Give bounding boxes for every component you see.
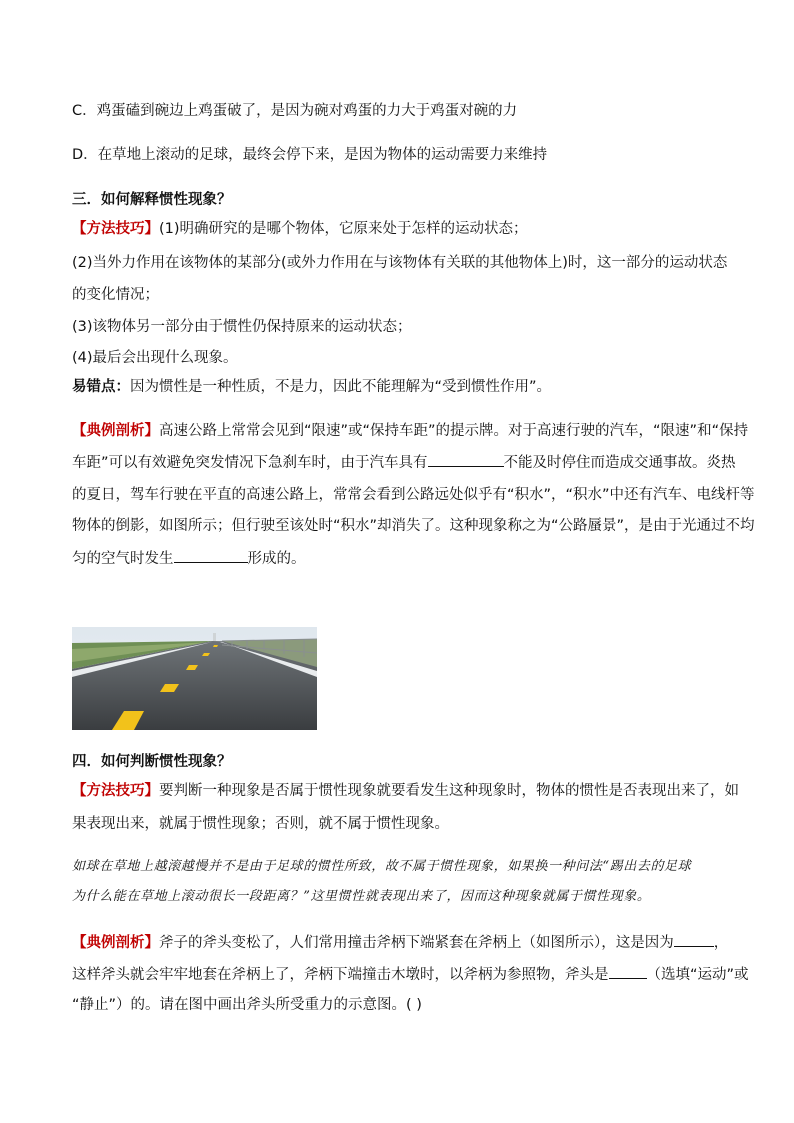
step4: (4)最后会出现什么现象。 xyxy=(72,350,238,366)
error-text: 因为惯性是一种性质，不是力，因此不能理解为“受到惯性作用”。 xyxy=(130,379,552,395)
method-tag: 【方法技巧】 xyxy=(72,220,159,237)
method-tip-2-line2: 果表现出来，就属于惯性现象；否则，就不属于惯性现象。 xyxy=(72,816,449,832)
example2-text2a: 这样斧头就会牢牢地套在斧柄上了，斧柄下端撞击木墩时，以斧柄为参照物，斧头是 xyxy=(72,967,609,983)
step3: (3)该物体另一部分由于惯性仍保持原来的运动状态； xyxy=(72,319,412,335)
step2-line2: 的变化情况； xyxy=(72,287,159,303)
example1-line2 xyxy=(72,452,736,473)
section3-heading: 三．如何解释惯性现象？ xyxy=(72,192,232,208)
example1-text5a: 匀的空气时发生 xyxy=(72,551,174,567)
example1-line4: 物体的倒影，如图所示；但行驶至该处时“积水”却消失了。这种现象称之为“公路蜃景”，是由于光通过不均 xyxy=(72,518,755,534)
highway-photo xyxy=(72,627,317,730)
answer-blank-3[interactable] xyxy=(674,932,714,947)
step1-text: (1)明确研究的是哪个物体，它原来处于怎样的运动状态； xyxy=(159,221,528,237)
option-d: D．在草地上滚动的足球，最终会停下来，是因为物体的运动需要力来维持 xyxy=(72,147,548,163)
answer-blank-2[interactable] xyxy=(174,548,248,563)
example2-line3: “静止”）的。请在图中画出斧头所受重力的示意图。( ) xyxy=(72,997,422,1013)
example2-text1b: ， xyxy=(713,935,729,951)
method-tag-2: 【方法技巧】 xyxy=(72,782,159,799)
step2-line1: (2)当外力作用在该物体的某部分(或外力作用在与该物体有关联的其他物体上)时，这一部分的运动状态 xyxy=(72,255,728,271)
method-tip-2-text1: 要判断一种现象是否属于惯性现象就要看发生这种现象时，物体的惯性是否表现出来了，如 xyxy=(159,783,739,799)
method-tip-1 xyxy=(72,219,528,239)
note-line1: 如球在草地上越滚越慢并不是由于足球的惯性所致，故不属于惯性现象，如果换一种问法“踢出去的足球 xyxy=(72,859,692,874)
error-label: 易错点： xyxy=(72,379,130,395)
error-point xyxy=(72,377,551,397)
highway-icon xyxy=(72,627,317,730)
section4-heading: 四．如何判断惯性现象？ xyxy=(72,754,232,770)
answer-blank-4[interactable] xyxy=(609,964,647,979)
answer-blank-1[interactable] xyxy=(428,452,504,467)
example1-line1 xyxy=(72,421,748,441)
example1-text2b: 不能及时停住而造成交通事故。炎热 xyxy=(503,455,736,471)
example-tag: 【典例剖析】 xyxy=(72,422,159,439)
example1-line5 xyxy=(72,548,306,569)
method-tip-2-line1 xyxy=(72,781,739,801)
example2-line2 xyxy=(72,964,749,985)
note-line2: 为什么能在草地上滚动很长一段距离？”这里惯性就表现出来了，因而这种现象就属于惯性现象。 xyxy=(72,889,651,904)
example-tag-2: 【典例剖析】 xyxy=(72,934,159,951)
example2-line1 xyxy=(72,932,728,953)
option-c: C．鸡蛋磕到碗边上鸡蛋破了，是因为碗对鸡蛋的力大于鸡蛋对碗的力 xyxy=(72,103,518,119)
example1-line3: 的夏日，驾车行驶在平直的高速公路上，常常会看到公路远处似乎有“积水”，“积水”中还有汽车、电线杆等 xyxy=(72,487,755,503)
example2-text1a: 斧子的斧头变松了，人们常用撞击斧柄下端紧套在斧柄上（如图所示），这是因为 xyxy=(159,935,674,951)
example1-text2a: 车距”可以有效避免突发情况下急刹车时，由于汽车具有 xyxy=(72,455,428,471)
example1-text5b: 形成的。 xyxy=(247,551,306,567)
example1-text1: 高速公路上常常会见到“限速”或“保持车距”的提示牌。对于高速行驶的汽车，“限速”和“保持 xyxy=(159,423,749,439)
example2-text2b: （选填“运动”或 xyxy=(646,967,749,983)
